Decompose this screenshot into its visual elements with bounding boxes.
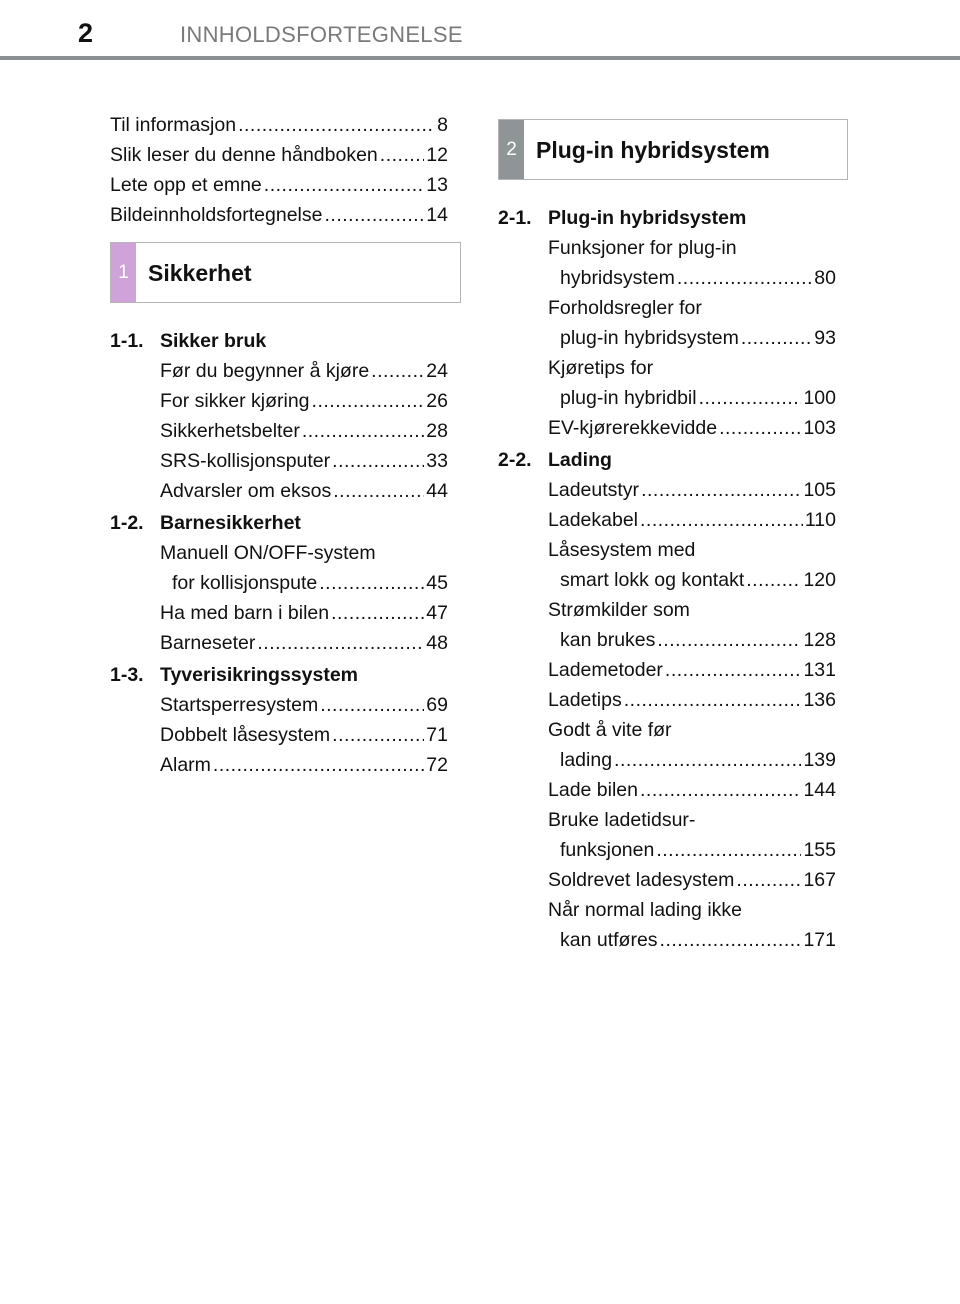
section-title: Sikkerhet [148,259,252,286]
toc-entry[interactable]: Kjøretips for plug-in hybridbil ..... 100 [548,353,836,413]
chapter-heading[interactable]: 1-1. Sikker bruk [110,330,267,352]
header-rule [0,56,960,60]
chapter-heading[interactable]: 1-3. Tyverisikringssystem [110,664,358,686]
page-header [0,0,960,62]
toc-entry[interactable]: Slik leser du denne håndboken ..... 12 [110,140,448,170]
section-number-tab: 1 [111,243,136,302]
toc-entry[interactable]: EV-kjørerekkevidde ..... 103 [548,413,836,443]
toc-entry[interactable]: Når normal lading ikke kan utføres ..... 171 [548,895,836,955]
section-header-sikkerhet[interactable] [110,242,461,303]
section-title: Plug-in hybridsystem [536,136,770,163]
toc-entry[interactable]: Før du begynner å kjøre ..... 24 [160,356,448,386]
toc-entry[interactable]: Lete opp et emne ..... 13 [110,170,448,200]
chapter-heading[interactable]: 1-2. Barnesikkerhet [110,512,301,534]
chapter-heading[interactable]: 2-1. Plug-in hybridsystem [498,207,747,229]
toc-entry[interactable]: SRS-kollisjonsputer ..... 33 [160,446,448,476]
toc-entry[interactable]: Bruke ladetidsur- funksjonen ..... 155 [548,805,836,865]
toc-entry[interactable]: Bildeinnholdsfortegnelse ..... 14 [110,200,448,230]
chapter-1-1 [110,326,448,506]
toc-entry[interactable]: Ladekabel ..... 110 [548,505,836,535]
chapter-1-3 [110,660,448,780]
toc-entry[interactable]: Startsperresystem ..... 69 [160,690,448,720]
toc-entry[interactable]: Lademetoder ..... 131 [548,655,836,685]
toc-entry[interactable]: Godt å vite før lading ..... 139 [548,715,836,775]
toc-entry[interactable]: Alarm ..... 72 [160,750,448,780]
toc-entry[interactable]: Advarsler om eksos ..... 44 [160,476,448,506]
right-column [498,119,848,955]
chapter-1-2 [110,508,448,658]
left-column [110,110,448,780]
toc-entry[interactable]: Barneseter ..... 48 [160,628,448,658]
toc-entry[interactable]: Låsesystem med smart lokk og kontakt ..... 120 [548,535,836,595]
toc-entry[interactable]: Til informasjon ..... 8 [110,110,448,140]
section-number-tab: 2 [499,120,524,179]
section-header-plug-in-hybridsystem[interactable] [498,119,848,180]
intro-list [110,110,448,230]
toc-entry[interactable]: Forholdsregler for plug-in hybridsystem ..... 93 [548,293,836,353]
chapter-2-1 [498,203,836,443]
toc-entry[interactable]: Ha med barn i bilen ..... 47 [160,598,448,628]
toc-entry[interactable]: Ladeutstyr ..... 105 [548,475,836,505]
toc-entry[interactable]: Ladetips ..... 136 [548,685,836,715]
header-title: INNHOLDSFORTEGNELSE [180,22,463,47]
toc-entry[interactable]: Funksjoner for plug-in hybridsystem ..... 80 [548,233,836,293]
chapter-heading[interactable]: 2-2. Lading [498,449,612,471]
toc-entry[interactable]: Strømkilder som kan brukes ..... 128 [548,595,836,655]
chapter-2-2 [498,445,836,955]
toc-entry[interactable]: Sikkerhetsbelter ..... 28 [160,416,448,446]
toc-entry[interactable]: Dobbelt låsesystem ..... 71 [160,720,448,750]
toc-entry[interactable]: Lade bilen ..... 144 [548,775,836,805]
toc-entry[interactable]: For sikker kjøring ..... 26 [160,386,448,416]
toc-entry[interactable]: Soldrevet ladesystem ..... 167 [548,865,836,895]
toc-entry[interactable]: Manuell ON/OFF-system for kollisjonspute ..... 45 [160,538,448,598]
page-number: 2 [78,18,94,48]
